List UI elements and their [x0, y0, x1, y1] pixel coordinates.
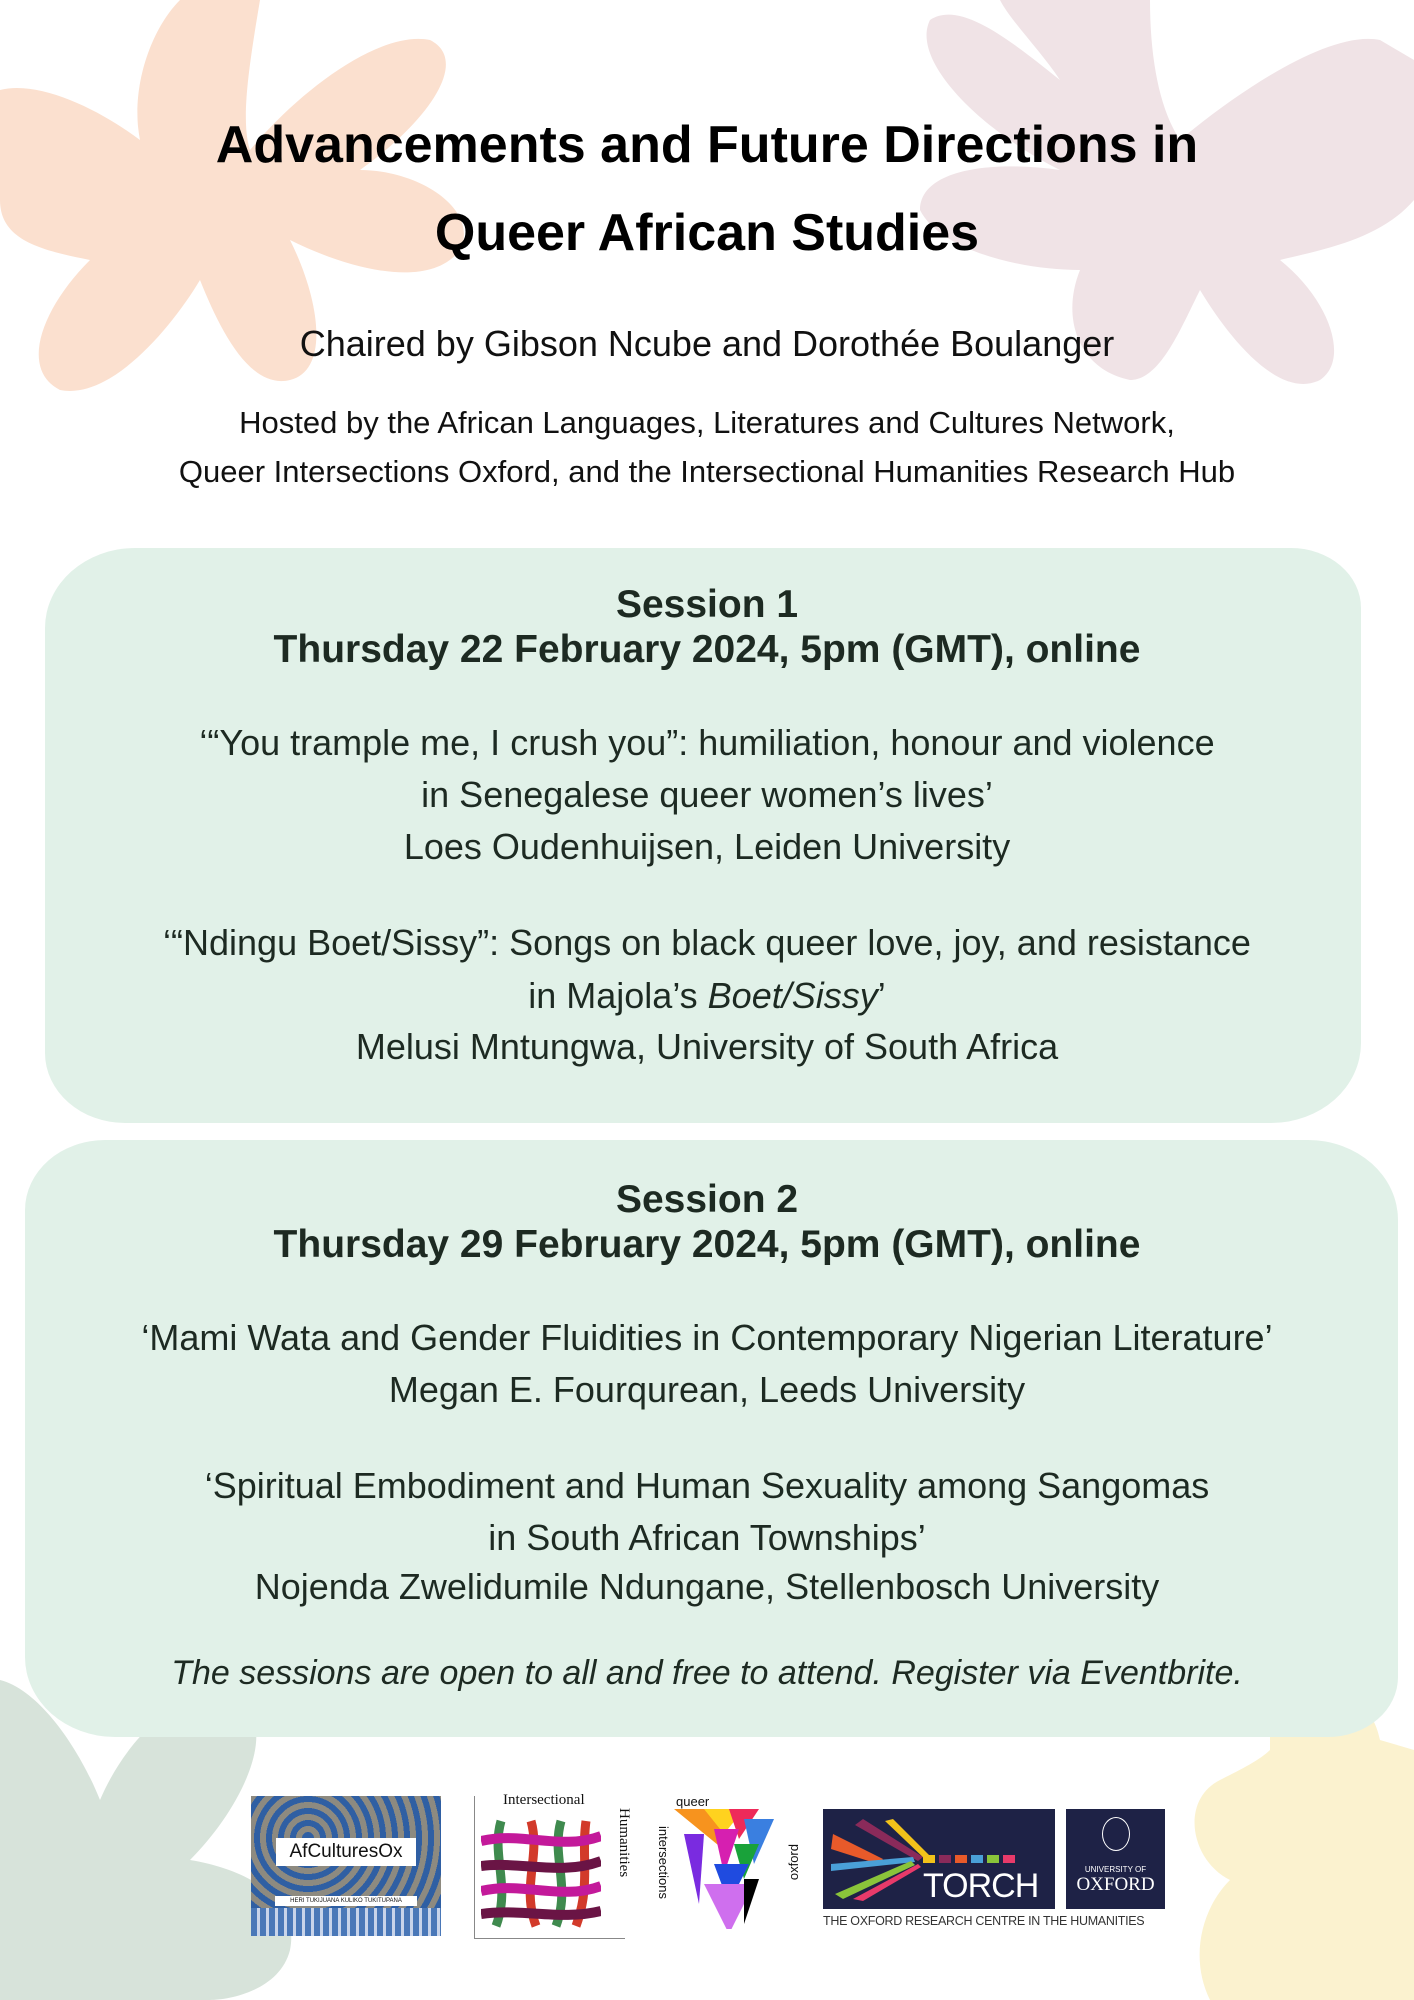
- talk-title: ‘Mami Wata and Gender Fluidities in Contemporary Nigerian Literature’: [141, 1317, 1273, 1358]
- hosted-by-line-1: Hosted by the African Languages, Literatures and Cultures Network,: [239, 405, 1175, 440]
- title-line-1: Advancements and Future Directions in: [215, 116, 1199, 174]
- afculturesox-label: AfCulturesOx: [276, 1838, 416, 1866]
- torch-label: TORCH: [923, 1867, 1039, 1905]
- session-1-date: Thursday 22 February 2024, 5pm (GMT), online: [273, 628, 1141, 671]
- talk-title-suffix: ’: [877, 975, 886, 1016]
- session-2-label: Session 2: [615, 1178, 799, 1221]
- hosted-by-line-2: Queer Intersections Oxford, and the Intersectional Humanities Research Hub: [178, 454, 1236, 489]
- talk-title: in South African Townships’: [488, 1517, 926, 1558]
- torch-logo: [823, 1809, 1055, 1909]
- title-line-2: Queer African Studies: [434, 204, 980, 262]
- session-1-label: Session 1: [615, 583, 799, 626]
- torch-tagline: THE OXFORD RESEARCH CENTRE IN THE HUMANITIES: [823, 1914, 1145, 1928]
- talk-title: ‘“You trample me, I crush you”: humiliation, honour and violence: [199, 722, 1215, 763]
- afculturesox-logo: [251, 1796, 441, 1936]
- humanities-label: Humanities: [616, 1808, 632, 1878]
- woven-ribbons-graphic: [481, 1816, 601, 1931]
- queer-intersections-oxford-logo: [656, 1794, 804, 1929]
- intersectional-humanities-logo: [474, 1792, 632, 1939]
- queer-label: queer: [676, 1794, 710, 1809]
- intersections-label: intersections: [656, 1826, 671, 1899]
- university-of-label: UNIVERSITY OF: [1084, 1865, 1147, 1874]
- talk-speaker: Melusi Mntungwa, University of South Africa: [355, 1026, 1059, 1067]
- chaired-by: Chaired by Gibson Ncube and Dorothée Boulanger: [299, 323, 1115, 364]
- intersectional-label: Intersectional: [503, 1792, 585, 1808]
- talk-title: in Senegalese queer women’s lives’: [421, 774, 993, 815]
- talk-title: ‘Spiritual Embodiment and Human Sexuality among Sangomas: [204, 1465, 1210, 1506]
- registration-note: The sessions are open to all and free to attend. Register via Eventbrite.: [171, 1654, 1243, 1692]
- talk-title-prefix: in Majola’s: [528, 975, 708, 1016]
- triangles-graphic: [674, 1804, 794, 1929]
- talk-speaker: Loes Oudenhuijsen, Leiden University: [403, 826, 1011, 867]
- session-2-date: Thursday 29 February 2024, 5pm (GMT), online: [273, 1223, 1141, 1266]
- talk-speaker: Nojenda Zwelidumile Ndungane, Stellenbosch University: [254, 1566, 1160, 1607]
- talk-title: [0, 975, 1414, 1017]
- oxford-crest-icon: [1102, 1817, 1130, 1851]
- university-of-oxford-logo: [1066, 1809, 1165, 1909]
- afculturesox-caption: HERI TUKIJUANA KULIKO TUKITUPANA: [275, 1896, 417, 1906]
- talk-speaker: Megan E. Fourqurean, Leeds University: [388, 1369, 1026, 1410]
- oxford-wordmark: OXFORD: [1076, 1874, 1155, 1895]
- talk-title-italic: Boet/Sissy: [707, 975, 878, 1016]
- oxford-label: oxford: [786, 1844, 801, 1881]
- talk-title: ‘“Ndingu Boet/Sissy”: Songs on black queer love, joy, and resistance: [163, 922, 1251, 963]
